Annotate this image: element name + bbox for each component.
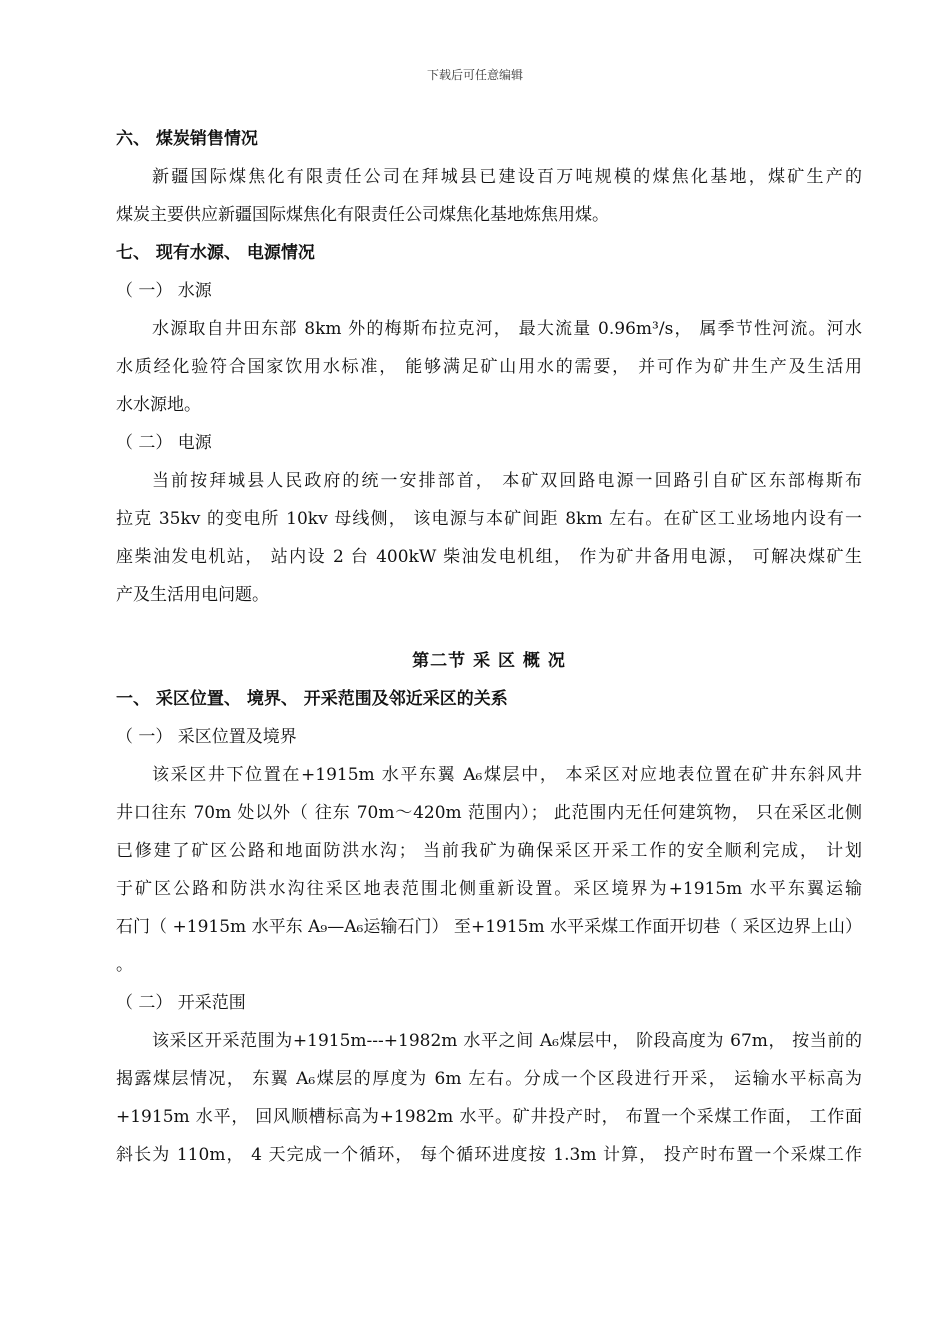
section-heading-mining-area: 一、 采区位置、 境界、 开采范围及邻近采区的关系: [116, 689, 508, 709]
text-line: 井口往东 70m 处以外（ 往东 70m～420m 范围内）； 此范围内无任何建筑物， 只在采区北侧: [116, 803, 862, 823]
text-line: 新疆国际煤焦化有限责任公司在拜城县已建设百万吨规模的煤焦化基地，煤矿生产的: [152, 167, 862, 187]
paragraph-water: [116, 310, 862, 424]
paragraph-power: [116, 462, 862, 614]
text-line: 于矿区公路和防洪水沟往采区地表范围北侧重新设置。采区境界为+1915m 水平东翼运输: [116, 879, 862, 899]
text-line: 水源取自井田东部 8km 外的梅斯布拉克河， 最大流量 0.96m³/s， 属季节性河流。河水: [152, 319, 862, 339]
paragraph-coal-sales: [116, 158, 862, 234]
text-line: 水质经化验符合国家饮用水标准， 能够满足矿山用水的需要， 并可作为矿井生产及生活用: [116, 357, 862, 377]
paragraph-location: [116, 756, 862, 984]
paragraph-range: [116, 1022, 862, 1174]
text-line: 斜长为 110m， 4 天完成一个循环， 每个循环进度按 1.3m 计算， 投产时布置一个采煤工作: [116, 1145, 862, 1165]
text-line: 已修建了矿区公路和地面防洪水沟； 当前我矿为确保采区开采工作的安全顺利完成， 计划: [116, 841, 862, 861]
subheading-power: （ 二） 电源: [116, 433, 212, 453]
section-heading-coal-sales: 六、 煤炭销售情况: [116, 129, 258, 149]
text-line: 。: [116, 955, 133, 975]
subheading-location: （ 一） 采区位置及境界: [116, 727, 297, 747]
text-line: 该采区井下位置在+1915m 水平东翼 A₆煤层中， 本采区对应地表位置在矿井东斜风井: [152, 765, 862, 785]
document-body: [116, 120, 862, 1174]
page-header: 下载后可任意编辑: [426, 68, 523, 82]
text-line: 石门（ +1915m 水平东 A₉—A₆运输石门） 至+1915m 水平采煤工作面开切巷（ 采区边界上山）: [116, 917, 862, 937]
text-line: 揭露煤层情况， 东翼 A₆煤层的厚度为 6m 左右。分成一个区段进行开采， 运输水平标高为: [116, 1069, 862, 1089]
section-heading-water-power: 七、 现有水源、 电源情况: [116, 243, 315, 263]
text-line: 水水源地。: [116, 395, 201, 415]
text-line: 煤炭主要供应新疆国际煤焦化有限责任公司煤焦化基地炼焦用煤。: [116, 205, 609, 225]
subheading-water: （ 一） 水源: [116, 281, 212, 301]
subheading-range: （ 二） 开采范围: [116, 993, 246, 1013]
text-line: 产及生活用电问题。: [116, 585, 269, 605]
text-line: 该采区开采范围为+1915m---+1982m 水平之间 A₆煤层中， 阶段高度为 67m， 按当前的: [152, 1031, 862, 1051]
section-title: 第二节 采 区 概 况: [412, 651, 566, 671]
text-line: 座柴油发电机站， 站内设 2 台 400kW 柴油发电机组， 作为矿井备用电源， 可解决煤矿生: [116, 547, 862, 567]
text-line: 当前按拜城县人民政府的统一安排部首， 本矿双回路电源一回路引自矿区东部梅斯布: [152, 471, 862, 491]
text-line: +1915m 水平， 回风顺槽标高为+1982m 水平。矿井投产时， 布置一个采煤工作面， 工作面: [116, 1107, 862, 1127]
text-line: 拉克 35kv 的变电所 10kv 母线侧， 该电源与本矿间距 8km 左右。在矿区工业场地内设有一: [116, 509, 862, 529]
